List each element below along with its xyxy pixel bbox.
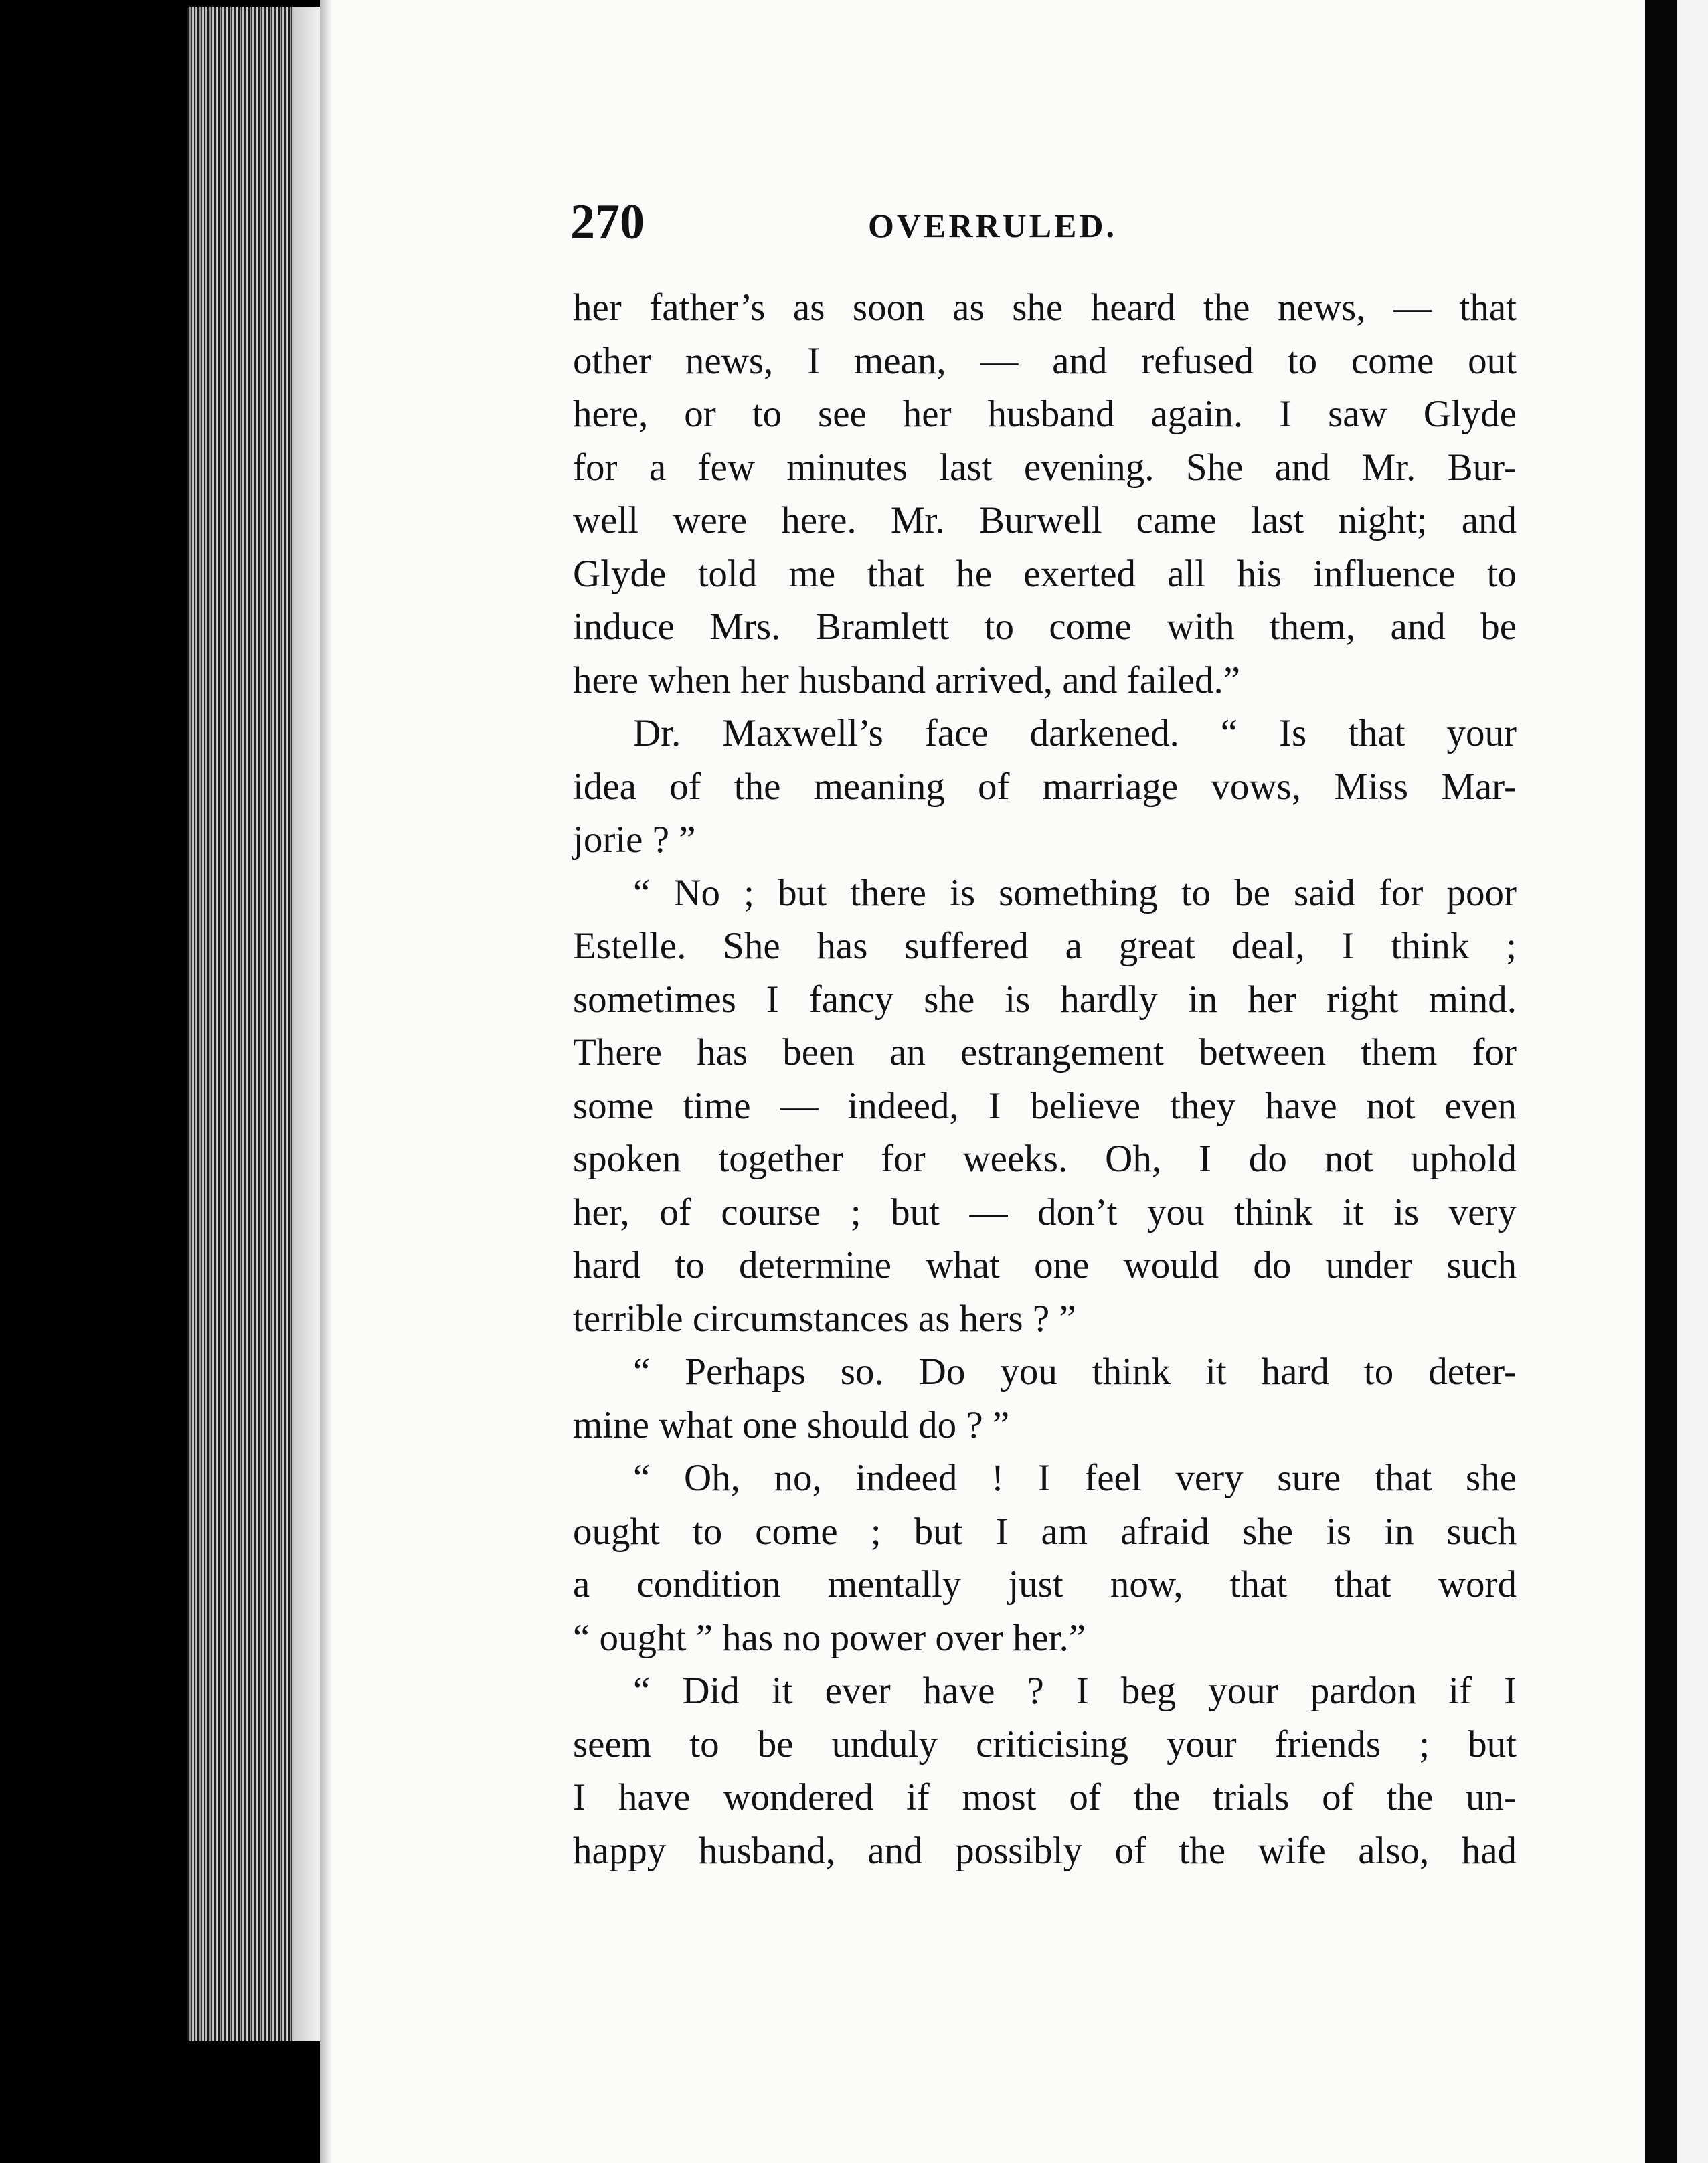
text-line: “ ought ” has no power over her.” [573,1616,1086,1659]
book-page-edges [187,7,321,2041]
text-line: sometimes I fancy she is hardly in her right mind. [573,978,1517,1021]
text-line: her father’s as soon as she heard the news, — that [573,286,1517,329]
text-line: for a few minutes last evening. She and Mr. Bur- [573,446,1517,489]
text-line: idea of the meaning of marriage vows, Miss Mar- [573,765,1517,808]
facing-page-sliver [1677,0,1708,2163]
text-line: terrible circumstances as hers ? ” [573,1297,1076,1340]
text-line: here, or to see her husband again. I saw Glyde [573,393,1517,435]
text-line: hard to determine what one would do under such [573,1244,1517,1286]
text-line: I have wondered if most of the trials of the un- [573,1776,1517,1818]
text-line: jorie ? ” [573,818,696,861]
text-line: well were here. Mr. Burwell came last night; and [573,499,1517,541]
page-gutter-shadow [320,0,332,2163]
running-head [570,194,1507,254]
text-line: Estelle. She has suffered a great deal, I think ; [573,925,1517,967]
text-line: happy husband, and possibly of the wife also, had [573,1829,1517,1872]
text-line: mine what one should do ? ” [573,1403,1010,1446]
text-line: other news, I mean, — and refused to come out [573,339,1517,382]
text-line: “ No ; but there is something to be said for poor [633,871,1517,914]
text-line: some time — indeed, I believe they have not even [573,1084,1517,1127]
text-line: There has been an estrangement between them for [573,1031,1517,1073]
page-number: 270 [570,195,645,250]
text-line: Dr. Maxwell’s face darkened. “ Is that your [633,712,1517,754]
text-line: her, of course ; but — don’t you think it is very [573,1191,1517,1233]
text-line: seem to be unduly criticising your friends ; but [573,1723,1517,1765]
text-line: induce Mrs. Bramlett to come with them, and be [573,606,1517,648]
text-line: spoken together for weeks. Oh, I do not uphold [573,1138,1517,1180]
text-line: “ Perhaps so. Do you think it hard to deter- [633,1351,1517,1393]
text-line: here when her husband arrived, and failed.” [573,659,1241,701]
text-line: a condition mentally just now, that that word [573,1563,1517,1606]
text-line: “ Did it ever have ? I beg your pardon if I [633,1670,1517,1712]
body-text [573,281,1517,1877]
text-line: Glyde told me that he exerted all his influence to [573,552,1517,595]
text-line: “ Oh, no, indeed ! I feel very sure that she [633,1457,1517,1499]
running-title: OVERRULED. [868,207,1117,244]
text-line: ought to come ; but I am afraid she is in such [573,1510,1517,1553]
